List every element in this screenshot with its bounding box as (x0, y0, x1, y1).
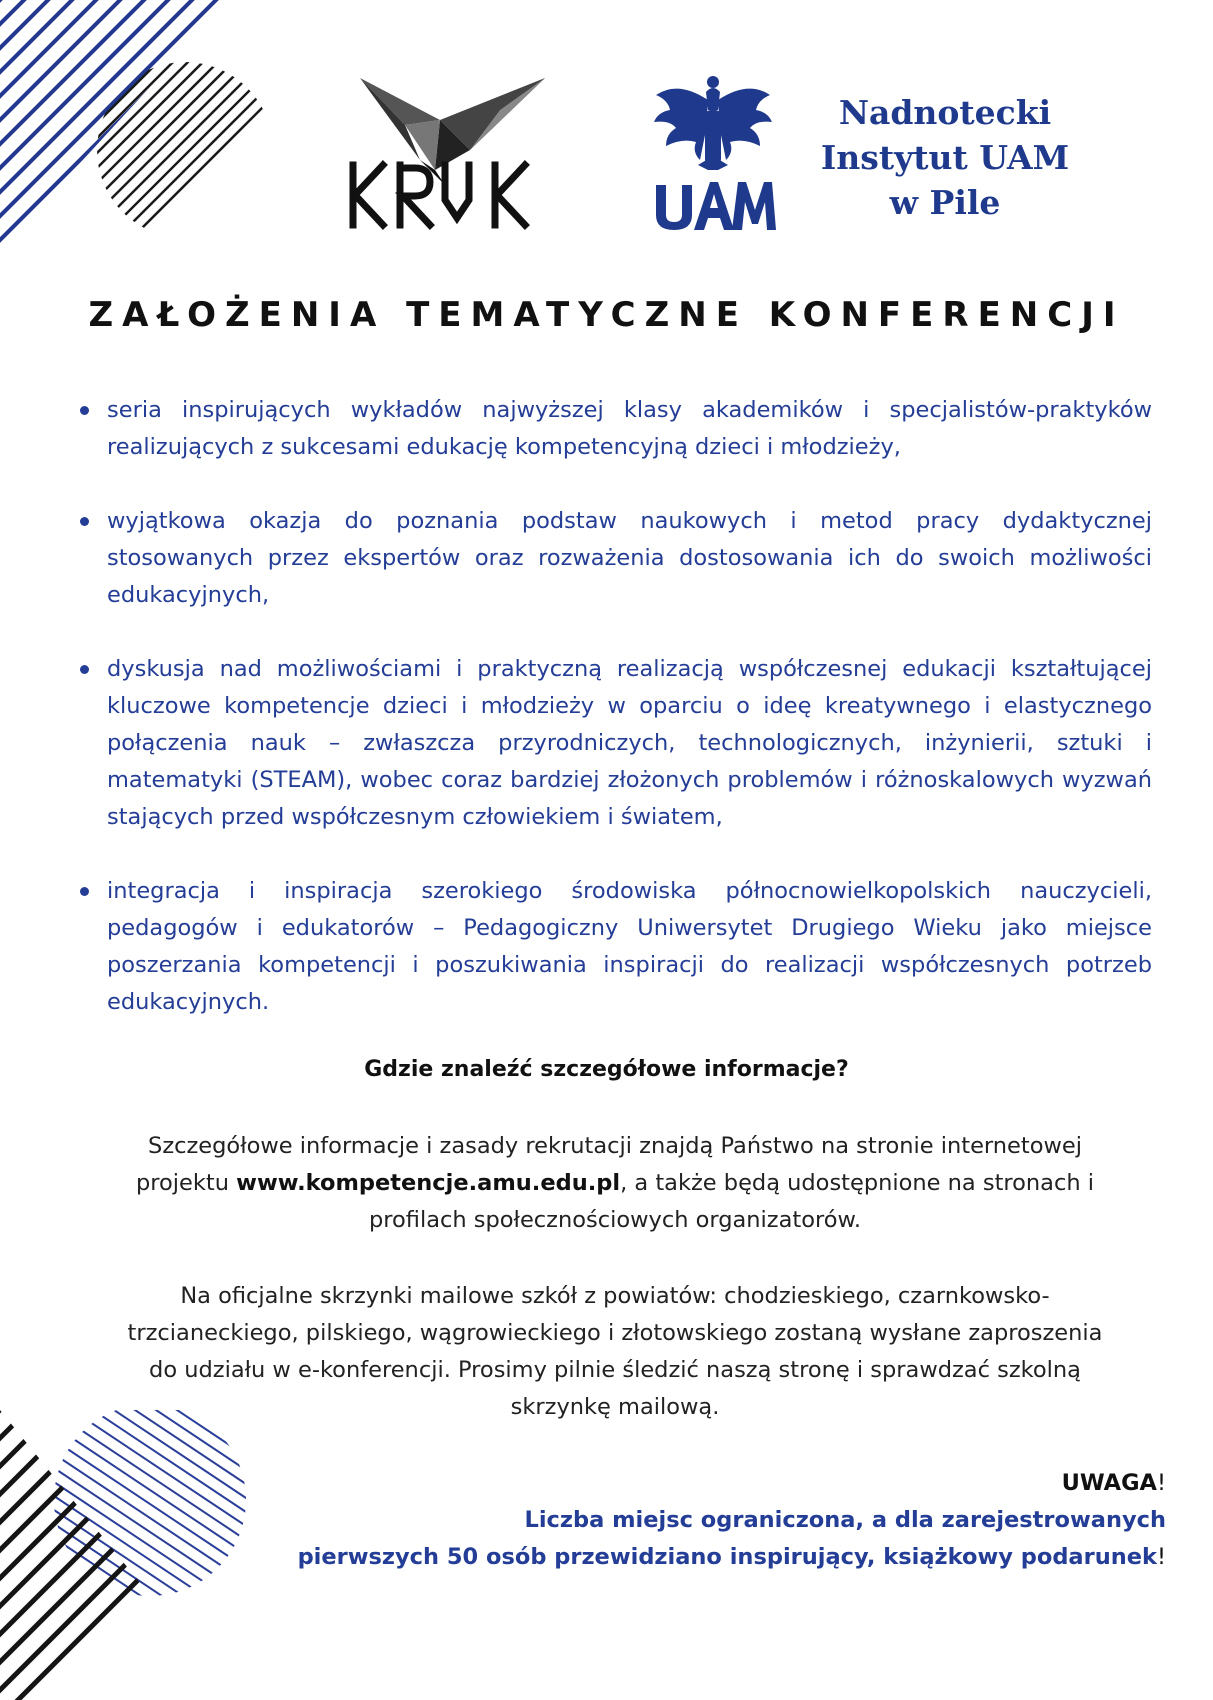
notice-label-excl: ! (1156, 1470, 1166, 1496)
info-text-before: Szczegółowe informacje i zasady rekrutacji znajdą Państwo na stronie internetowej projektu (135, 1133, 1082, 1196)
list-item (70, 873, 1152, 1021)
top-left-stripes-decoration (0, 0, 280, 260)
notice-line-2: pierwszych 50 osób przewidziano inspirujący, książkowy podarunek (297, 1544, 1157, 1570)
list-item (70, 651, 1152, 836)
list-item-text: dyskusja nad możliwościami i praktyczną realizacją współczesnej edukacji kształtującej kluczowe kompetencje dzieci i młodzieży w oparciu o ideę kreatywnego i elastycznego połączenia nauk – zwłaszcza przyrodniczych, technologicznych, inżynierii, sztuki i matematyki (STEAM), wobec coraz bardziej złożonych problemów i różnoskalowych wyzwań stających przed współczesnym człowiekiem i światem, (107, 656, 1152, 830)
notice-line-2-excl: ! (1156, 1544, 1166, 1570)
page-title: ZAŁOŻENIA TEMATYCZNE KONFERENCJI (88, 295, 1125, 335)
institute-line-3: w Pile (889, 183, 1001, 222)
institute-name (820, 90, 1070, 225)
project-website-link[interactable]: www.kompetencje.amu.edu.pl (236, 1170, 621, 1196)
invitation-paragraph: Na oficjalne skrzynki mailowe szkół z powiatów: chodzieskiego, czarnkowsko-trzcianeckiego, pilskiego, wągrowieckiego i złotowskiego zostaną wysłane zaproszenia do udziału w e-konferencji. Prosimy pilnie śledzić naszą stronę i sprawdzać szkolną skrzynkę mailową. (127, 1283, 1103, 1420)
topics-list (70, 392, 1152, 1058)
info-question-heading: Gdzie znaleźć szczegółowe informacje? (364, 1057, 849, 1082)
institute-line-1: Nadnotecki (838, 93, 1052, 132)
bullet-icon (80, 665, 89, 674)
bullet-icon (80, 517, 89, 526)
notice-label: UWAGA (1061, 1470, 1157, 1496)
list-item (70, 503, 1152, 614)
notice-line-1: Liczba miejsc ograniczona, a dla zarejestrowanych (524, 1507, 1166, 1533)
list-item (70, 392, 1152, 466)
bullet-icon (80, 887, 89, 896)
uam-eagle-logo (648, 70, 778, 232)
list-item-text: seria inspirujących wykładów najwyższej klasy akademików i specjalistów-praktyków realizujących z sukcesami edukację kompetencyjną dzieci i młodzieży, (107, 397, 1152, 460)
institute-line-2: Instytut UAM (820, 138, 1070, 177)
list-item-text: integracja i inspiracja szerokiego środowiska północnowielkopolskich nauczycieli, pedagogów i edukatorów – Pedagogiczny Uniwersytet Drugiego Wieku jako miejsce poszerzania kompetencji i poszukiwania inspiracji do realizacji współczesnych potrzeb edukacyjnych. (107, 878, 1152, 1015)
kruk-logo (345, 70, 555, 230)
info-text-after: , a także będą udostępnione na stronach i profilach społecznościowych organizatorów. (368, 1170, 1094, 1233)
notice-block (206, 1465, 1166, 1576)
bullet-icon (80, 406, 89, 415)
list-item-text: wyjątkowa okazja do poznania podstaw naukowych i metod pracy dydaktycznej stosowanych przez ekspertów oraz rozważenia dostosowania ich do swoich możliwości edukacyjnych, (107, 508, 1152, 608)
info-paragraph (110, 1128, 1120, 1239)
